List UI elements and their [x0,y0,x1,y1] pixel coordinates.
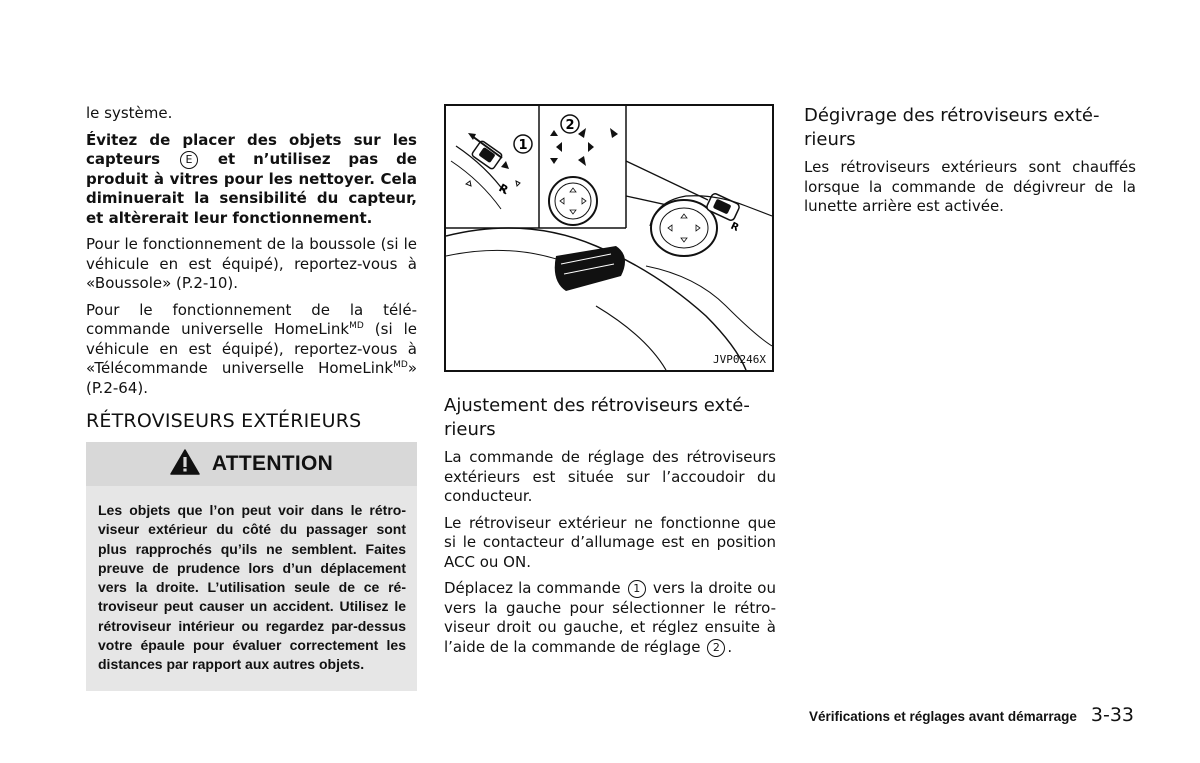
marker-2: 2 [707,639,725,657]
warning-title: ATTENTION [211,452,334,475]
section-title-mirrors: RÉTROVISEURS EXTÉRIEURS [86,410,362,432]
page-number: 3-33 [1090,704,1134,726]
homelink-sup-2: MD [393,360,408,370]
selector-switch-icon [451,133,532,209]
switch-letter-main: R [728,220,741,234]
paragraph-compass: Pour le fonctionnement de la boussole (si le véhicule en est équipé), reportez-vous à «Boussole» (P.2-10). [86,235,417,292]
mirror-control-illustration [446,106,772,370]
footer-chapter: Vérifications et réglages avant démarrage [809,709,1077,724]
paragraph-system: le système. [86,104,173,122]
column-left [86,104,417,691]
paragraph-control-location: La commande de réglage des rétroviseurs extérieurs est située sur l’accoudoir du conducteur. [444,448,776,505]
homelink-text-a: Pour le fonctionnement de la télé-commande universelle HomeLink [86,300,417,338]
subhead-adjust-mirrors: Ajustement des rétroviseurs exté-rieurs [444,395,750,440]
instructions-text-b: vers la droite ou vers la gauche pour sélectionner le rétro-viseur droit ou gauche, et réglez ensuite à l’aide de la commande de réglage [444,579,776,656]
figure-label-2: 2 [565,118,575,133]
figure-label-1: 1 [518,138,528,153]
warning-text: Les objets que l’on peut voir dans le rétro-viseur extérieur du côté du passager sont plus rapprochés qu’ils ne semblent. Faites preuve de prudence lors d’un déplacement vers la droite. L’utilisation seule de ce ré-troviseur peut causer un accident. Utilisez le rétroviseur intérieur ou regardez par-dessus votre épaule pour évaluer correctement les distances par rapport aux autres objets. [98,502,406,673]
paragraph-defrost: Les rétroviseurs extérieurs sont chauffés lorsque la commande de dégivreur de la lunette arrière est activée. [804,158,1136,215]
homelink-text-b: (si le véhicule en est équipé), reportez-vous à «Télécommande universelle HomeLink [86,320,417,377]
switch-letter-left: R [496,181,511,197]
warning-box [86,442,417,691]
warning-header [86,442,417,486]
warning-triangle-icon [170,449,200,479]
armrest-illustration [446,193,772,370]
paragraph-sensor-warning [86,131,417,229]
paragraph-homelink [86,301,417,399]
warning-body [86,486,417,691]
mirror-control-figure [444,104,774,372]
instructions-text-a: Déplacez la commande [444,579,621,597]
paragraph-instructions [444,579,776,657]
adjust-pad-icon [549,115,618,225]
sensor-marker-e: E [180,151,198,169]
marker-1: 1 [628,580,646,598]
column-middle [444,104,776,664]
column-right [804,104,1136,224]
homelink-sup-1: MD [349,321,364,331]
homelink-text-c: » (P.2-64). [86,359,417,397]
subhead-defrost-mirrors: Dégivrage des rétroviseurs exté-rieurs [804,105,1100,150]
figure-code: JVP0246X [713,353,766,366]
paragraph-ignition: Le rétroviseur extérieur ne fonctionne que si le contacteur d’allumage est en position ACC ou ON. [444,513,776,571]
page-footer [809,704,1134,726]
sensor-warning-post: et n’utilisez pas de produit à vitres pour les nettoyer. Cela diminuerait la sensibilité du capteur, et altèrerait leur fonctionnement. [86,150,417,227]
sensor-warning-pre: Évitez de placer des objets sur les capteurs [86,130,417,168]
instructions-text-c: . [727,637,733,656]
